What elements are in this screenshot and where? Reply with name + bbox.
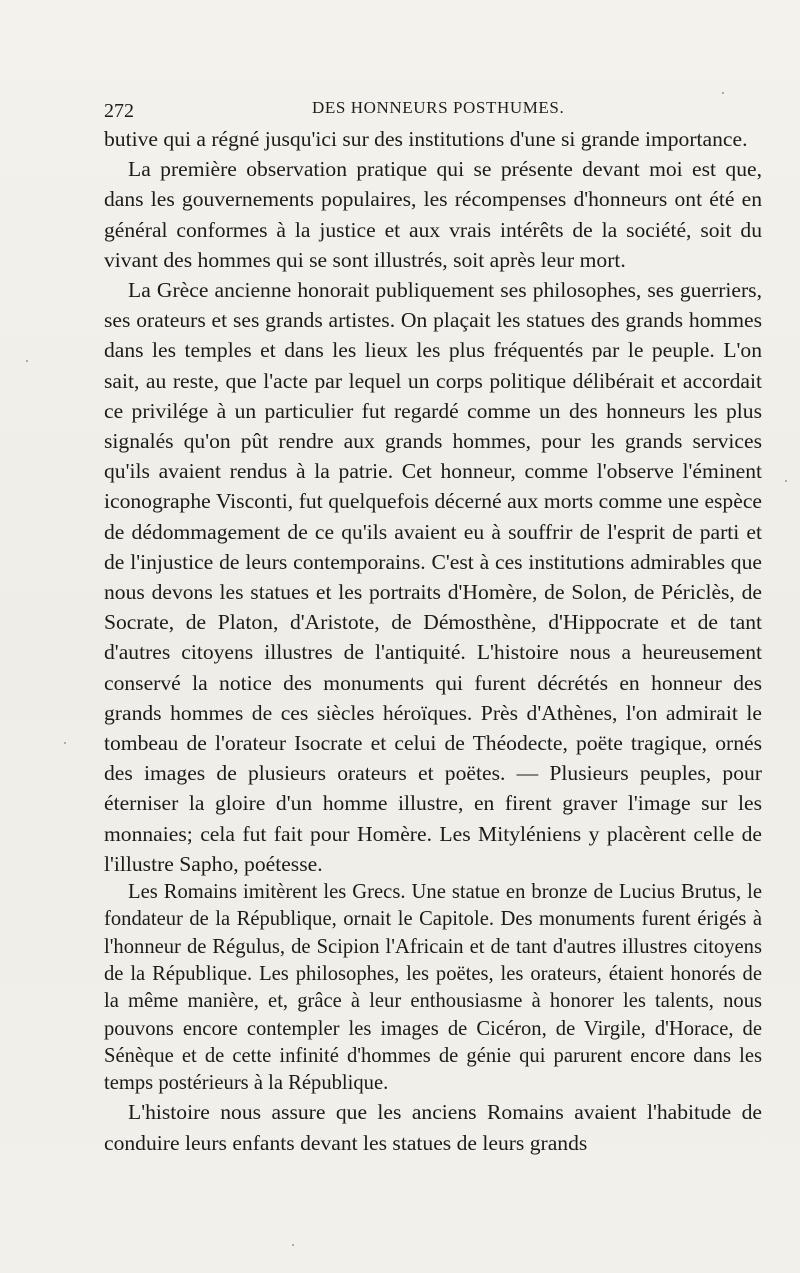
paragraph-greece: La Grèce ancienne honorait publiquement ses philosophes, ses guerriers, ses orateurs et ses grands artistes. On plaçait les statues des grands hommes dans les temples et dans les lieux les plus fréquentés par le peuple. L'on sait, au reste, que l'acte par lequel un corps politique délibérait et accordait ce privilége à un particulier fut regardé comme un des honneurs les plus signalés qu'on pût rendre aux grands hommes, pour les grands services qu'ils avaient rendus à la patrie. Cet honneur, comme l'observe l'éminent iconographe Visconti, fut quelquefois décerné aux morts comme une espèce de dédommagement de ce qu'ils avaient eu à souffrir de l'esprit de parti et de l'injustice de leurs contemporains. C'est à ces institutions admirables que nous devons les statues et les portraits d'Homère, de Solon, de Périclès, de Socrate, de Platon, d'Aristote, de Démosthène, d'Hippocrate et de tant d'autres citoyens illustres de l'antiquité. L'histoire nous a heureusement conservé la notice des monuments qui furent décrétés en honneur des grands hommes de ces siècles héroïques. Près d'Athènes, l'on admirait le tombeau de l'orateur Isocrate et celui de Théodecte, poëte tragique, ornés des images de plusieurs orateurs et poëtes. — Plusieurs peuples, pour éterniser la gloire d'un homme illustre, en firent graver l'image sur les monnaies; cela fut fait pour Homère. Les Mityléniens y placèrent celle de l'illustre Sapho, poétesse. (104, 278, 762, 876)
running-title: DES HONNEURS POSTHUMES. (312, 98, 565, 117)
paper-speck (785, 480, 787, 482)
paper-speck (64, 742, 66, 744)
page-number: 272 (104, 100, 134, 122)
paragraph-history: L'histoire nous assure que les anciens Romains avaient l'habitude de conduire leurs enfants devant les statues de leurs grands (104, 1100, 762, 1155)
paragraph-romans: Les Romains imitèrent les Grecs. Une statue en bronze de Lucius Brutus, le fondateur de la République, ornait le Capitole. Des monuments furent érigés à l'honneur de Régulus, de Scipion l'Africain et de tant d'autres illustres citoyens de la République. Les philosophes, les poëtes, les orateurs, étaient honorés de la même manière, et, grâce à leur enthousiasme à honorer les talents, nous pouvons encore contempler les images de Cicéron, de Virgile, d'Horace, de Sénèque et de cette infinité d'hommes de génie qui parurent encore dans les temps postérieurs à la République. (104, 881, 762, 1095)
body-text (104, 124, 762, 1158)
paragraph-observation: La première observation pratique qui se présente devant moi est que, dans les gouvernements populaires, les récompenses d'honneurs ont été en général conformes à la justice et aux vrais intérêts de la société, soit du vivant des hommes qui se sont illustrés, soit après leur mort. (104, 157, 762, 272)
paragraph-continuation: butive qui a régné jusqu'ici sur des institutions d'une si grande importance. (104, 127, 748, 151)
paper-speck (722, 92, 724, 94)
paper-speck (26, 360, 28, 362)
paper-speck (292, 1244, 294, 1246)
running-head (104, 96, 760, 124)
